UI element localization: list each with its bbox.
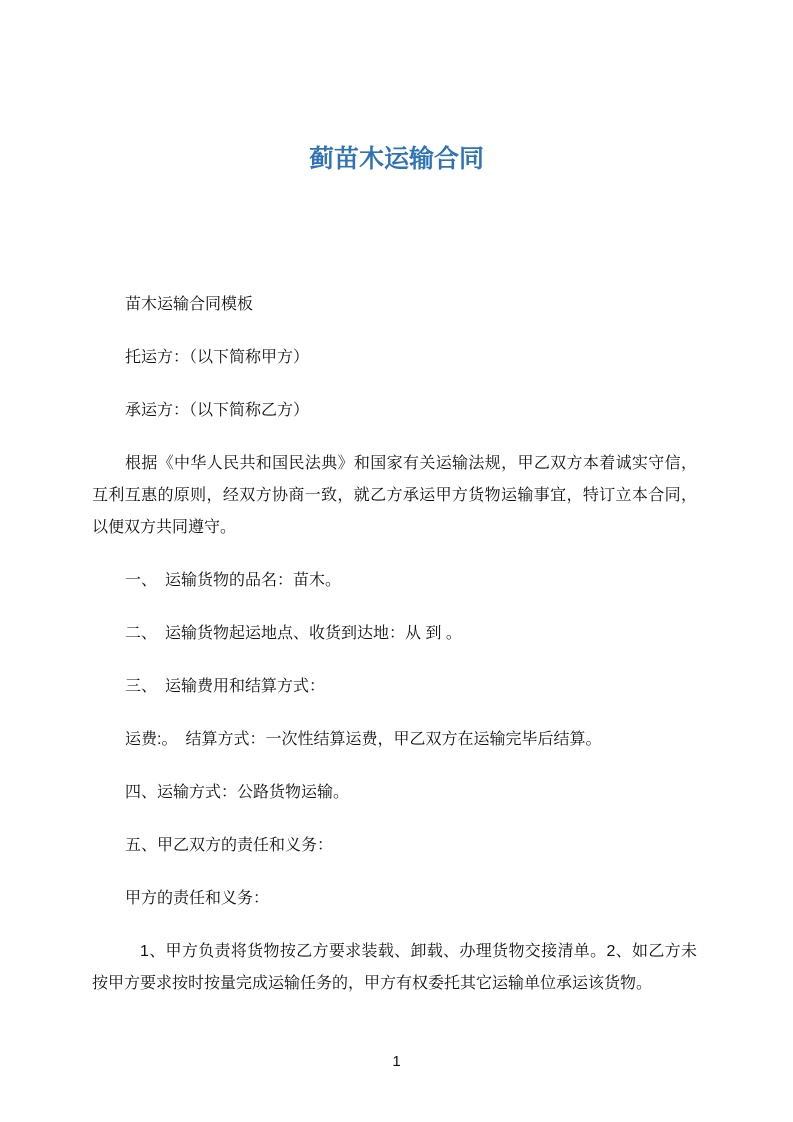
document-title: 蓟苗木运输合同: [308, 145, 484, 173]
clause-3-fees-heading: 三、 运输费用和结算方式：: [125, 678, 326, 695]
clause-3-freight-settlement: 运费:。 结算方式：一次性结算运费，甲乙双方在运输完毕后结算。: [125, 731, 602, 748]
shipper-line: 托运方：（以下简称甲方）: [125, 349, 310, 366]
carrier-line: 承运方：（以下简称乙方）: [125, 402, 310, 419]
clause-4-transport-mode: 四、运输方式：公路货物运输。: [125, 784, 350, 801]
party-a-duties-items: 1、甲方负责将货物按乙方要求装载、卸载、办理货物交接清单。2、如乙方未按甲方要求按时按量完成运输任务的，甲方有权委托其它运输单位承运该货物。: [92, 943, 697, 992]
clause-5-duties-heading: 五、甲乙双方的责任和义务：: [125, 837, 334, 854]
clause-2-origin-destination: 二、 运输货物起运地点、收货到达地：从 到 。: [125, 625, 462, 642]
clause-1-goods-name: 一、 运输货物的品名：苗木。: [125, 572, 342, 589]
contract-subtitle: 苗木运输合同模板: [125, 296, 254, 313]
party-a-duties-heading: 甲方的责任和义务：: [125, 890, 270, 907]
document-body: [92, 289, 697, 1000]
page-number: 1: [392, 1053, 401, 1070]
preamble-paragraph: 根据《中华人民共和国民法典》和国家有关运输法规，甲乙双方本着诚实守信，互利互惠的原则，经双方协商一致，就乙方承运甲方货物运输事宜，特订立本合同，以便双方共同遵守。: [92, 455, 697, 536]
